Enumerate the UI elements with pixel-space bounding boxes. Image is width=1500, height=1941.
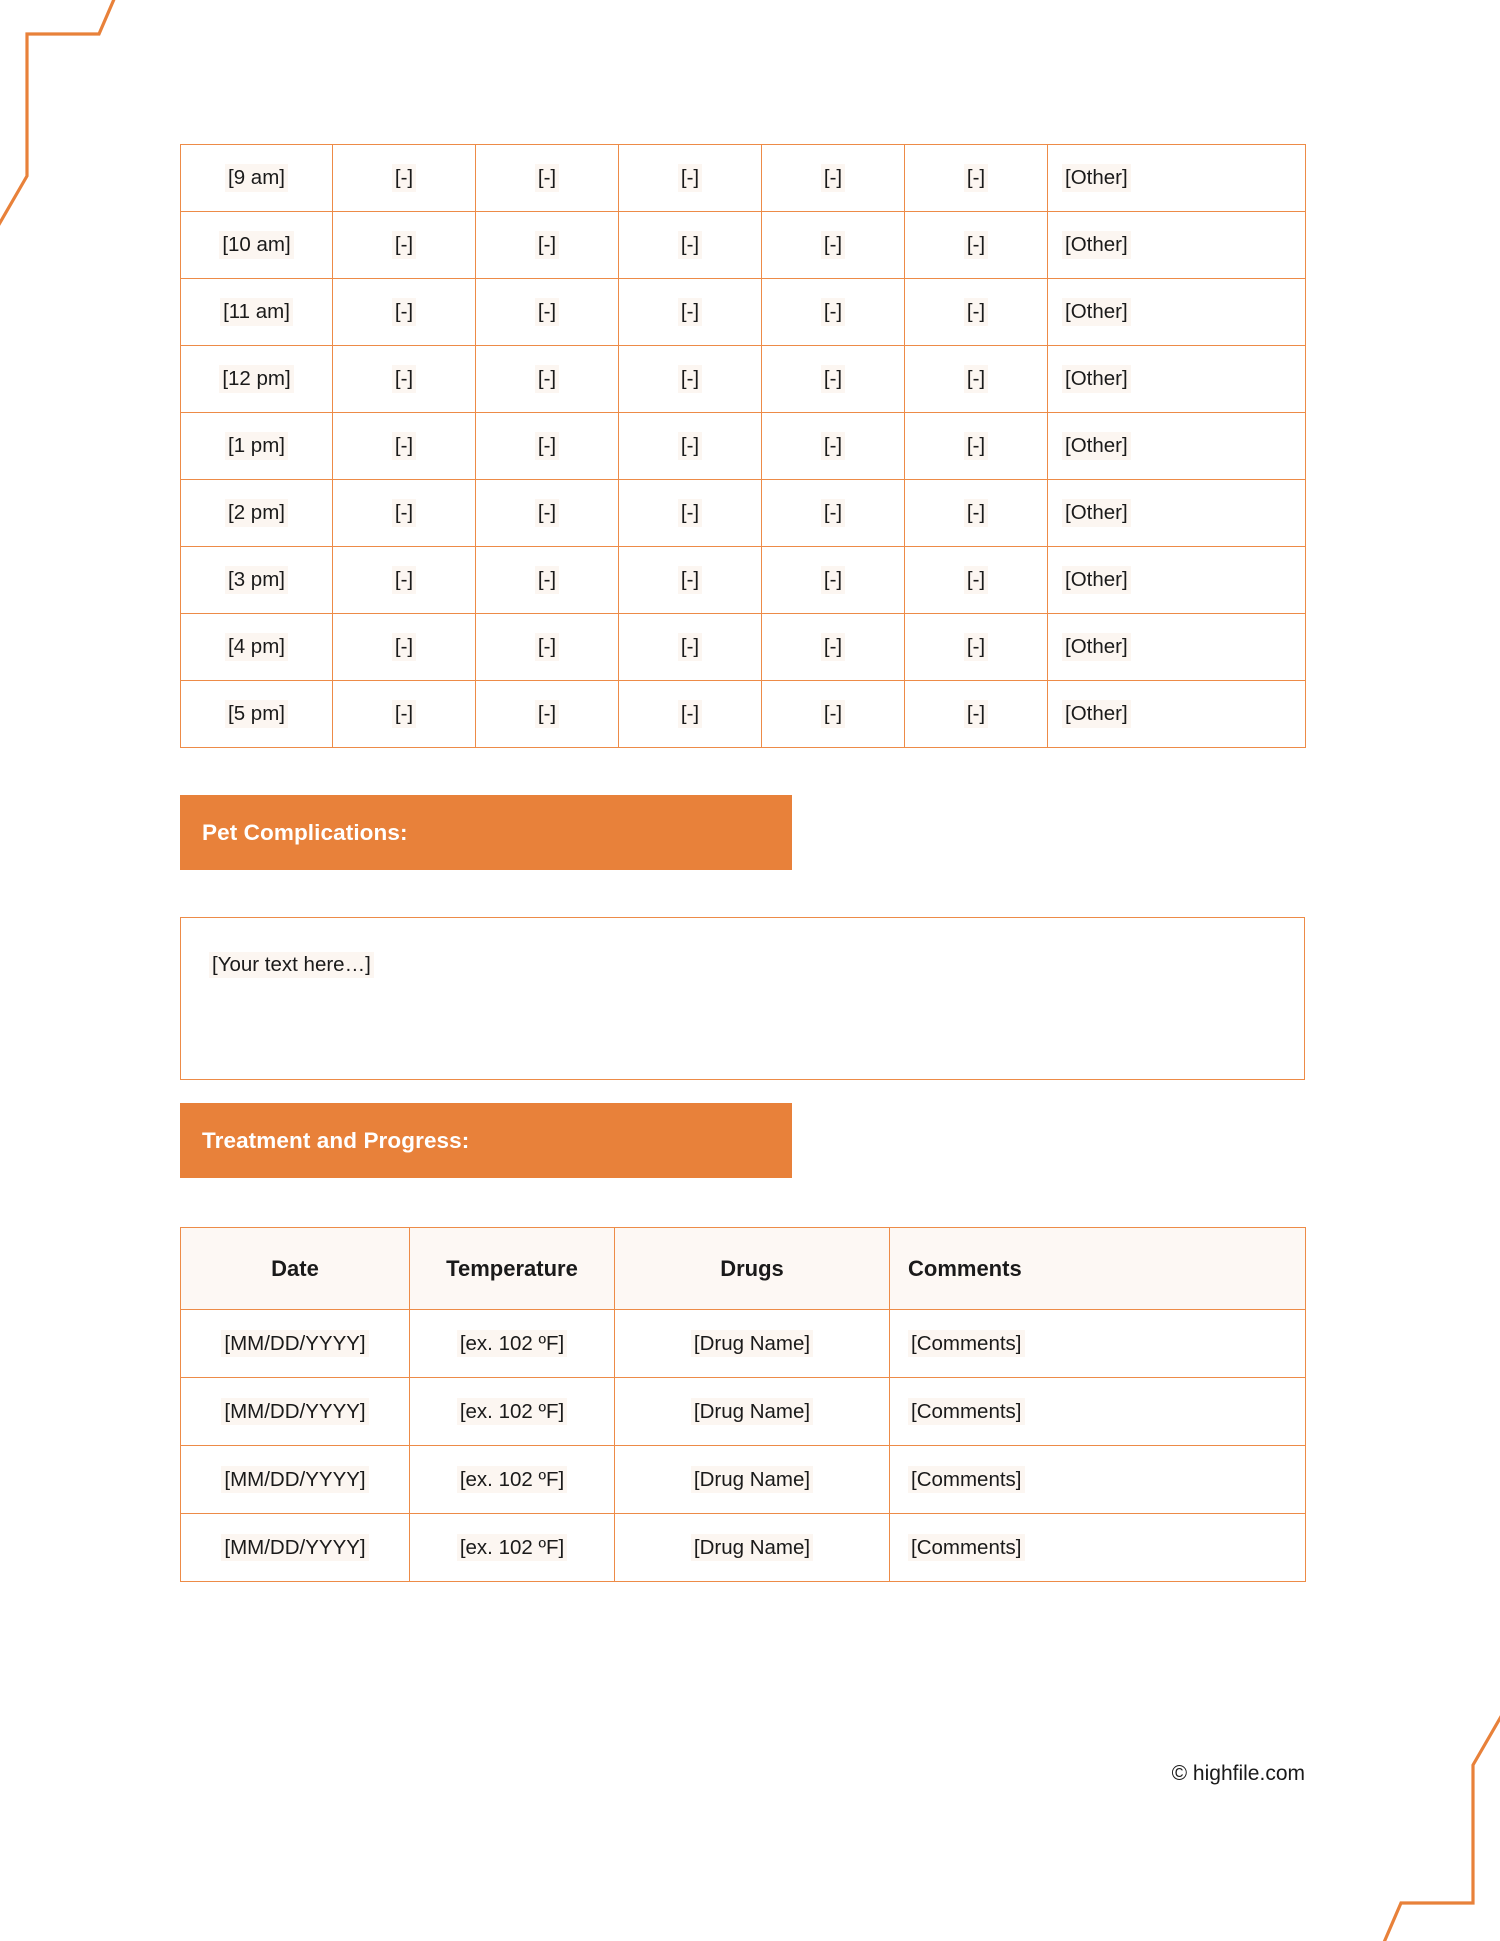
column-header-temperature: Temperature xyxy=(410,1228,615,1310)
schedule-value-label: [-] xyxy=(964,432,988,460)
schedule-value-cell[interactable] xyxy=(762,279,905,346)
schedule-other-label: [Other] xyxy=(1062,231,1131,259)
schedule-value-cell[interactable] xyxy=(905,145,1048,212)
schedule-value-label: [-] xyxy=(535,499,559,527)
schedule-value-label: [-] xyxy=(678,164,702,192)
schedule-time-cell[interactable] xyxy=(181,681,333,748)
schedule-value-label: [-] xyxy=(678,499,702,527)
page-content xyxy=(180,0,1320,1941)
schedule-value-cell[interactable] xyxy=(333,346,476,413)
schedule-value-cell[interactable] xyxy=(762,547,905,614)
treatment-comments-label: [Comments] xyxy=(908,1330,1025,1358)
schedule-time-cell[interactable] xyxy=(181,614,333,681)
schedule-value-cell[interactable] xyxy=(333,681,476,748)
table-row[interactable] xyxy=(181,1514,1306,1582)
schedule-value-label: [-] xyxy=(535,633,559,661)
schedule-time-label: [10 am] xyxy=(219,231,293,259)
schedule-time-label: [1 pm] xyxy=(225,432,288,460)
treatment-temperature-label: [ex. 102 ºF] xyxy=(457,1398,567,1426)
section-header-pet-complications xyxy=(180,795,792,870)
schedule-other-label: [Other] xyxy=(1062,700,1131,728)
schedule-value-label: [-] xyxy=(392,566,416,594)
treatment-comments-cell[interactable] xyxy=(890,1378,1306,1446)
schedule-time-cell[interactable] xyxy=(181,547,333,614)
schedule-value-cell[interactable] xyxy=(762,614,905,681)
table-row[interactable] xyxy=(181,279,1306,346)
schedule-value-cell[interactable] xyxy=(762,681,905,748)
schedule-time-label: [2 pm] xyxy=(225,499,288,527)
treatment-date-label: [MM/DD/YYYY] xyxy=(221,1534,368,1562)
schedule-value-cell[interactable] xyxy=(619,681,762,748)
schedule-time-cell[interactable] xyxy=(181,346,333,413)
schedule-value-label: [-] xyxy=(535,566,559,594)
treatment-drugs-label: [Drug Name] xyxy=(691,1466,813,1494)
schedule-value-cell[interactable] xyxy=(619,279,762,346)
treatment-date-cell[interactable] xyxy=(181,1378,410,1446)
treatment-temperature-cell[interactable] xyxy=(410,1514,615,1582)
schedule-value-label: [-] xyxy=(535,432,559,460)
schedule-value-label: [-] xyxy=(821,432,845,460)
schedule-value-label: [-] xyxy=(821,499,845,527)
schedule-value-label: [-] xyxy=(964,298,988,326)
schedule-other-label: [Other] xyxy=(1062,298,1131,326)
schedule-time-label: [12 pm] xyxy=(219,365,293,393)
schedule-value-label: [-] xyxy=(678,700,702,728)
schedule-value-label: [-] xyxy=(535,231,559,259)
schedule-time-label: [4 pm] xyxy=(225,633,288,661)
schedule-value-cell[interactable] xyxy=(619,346,762,413)
treatment-drugs-cell[interactable] xyxy=(615,1446,890,1514)
schedule-value-cell[interactable] xyxy=(476,681,619,748)
schedule-other-cell[interactable] xyxy=(1048,547,1306,614)
schedule-value-cell[interactable] xyxy=(905,480,1048,547)
treatment-temperature-label: [ex. 102 ºF] xyxy=(457,1466,567,1494)
pet-complications-textarea[interactable] xyxy=(180,917,1305,1080)
schedule-time-label: [3 pm] xyxy=(225,566,288,594)
corner-decoration-top-left xyxy=(0,0,160,250)
schedule-value-cell[interactable] xyxy=(476,212,619,279)
schedule-value-cell[interactable] xyxy=(619,413,762,480)
schedule-value-label: [-] xyxy=(678,365,702,393)
table-row[interactable] xyxy=(181,1378,1306,1446)
schedule-value-cell[interactable] xyxy=(333,413,476,480)
schedule-value-cell[interactable] xyxy=(905,279,1048,346)
treatment-temperature-label: [ex. 102 ºF] xyxy=(457,1330,567,1358)
schedule-value-cell[interactable] xyxy=(619,212,762,279)
table-row[interactable] xyxy=(181,1310,1306,1378)
schedule-value-label: [-] xyxy=(392,432,416,460)
schedule-time-label: [11 am] xyxy=(220,298,293,326)
schedule-value-label: [-] xyxy=(392,365,416,393)
schedule-value-label: [-] xyxy=(821,365,845,393)
schedule-value-label: [-] xyxy=(964,633,988,661)
schedule-other-label: [Other] xyxy=(1062,432,1131,460)
schedule-value-label: [-] xyxy=(392,633,416,661)
schedule-other-cell[interactable] xyxy=(1048,212,1306,279)
treatment-comments-cell[interactable] xyxy=(890,1310,1306,1378)
schedule-value-label: [-] xyxy=(964,365,988,393)
treatment-comments-label: [Comments] xyxy=(908,1398,1025,1426)
treatment-date-label: [MM/DD/YYYY] xyxy=(221,1466,368,1494)
schedule-value-label: [-] xyxy=(821,633,845,661)
treatment-comments-label: [Comments] xyxy=(908,1466,1025,1494)
section-header-treatment-and-progress xyxy=(180,1103,792,1178)
schedule-value-cell[interactable] xyxy=(476,614,619,681)
section-header-label: Pet Complications: xyxy=(202,819,408,845)
schedule-other-cell[interactable] xyxy=(1048,480,1306,547)
schedule-value-cell[interactable] xyxy=(762,480,905,547)
treatment-temperature-cell[interactable] xyxy=(410,1446,615,1514)
column-header-drugs: Drugs xyxy=(615,1228,890,1310)
schedule-value-label: [-] xyxy=(392,231,416,259)
schedule-value-cell[interactable] xyxy=(619,145,762,212)
schedule-value-label: [-] xyxy=(821,700,845,728)
schedule-value-label: [-] xyxy=(821,566,845,594)
treatment-drugs-label: [Drug Name] xyxy=(691,1398,813,1426)
schedule-time-cell[interactable] xyxy=(181,279,333,346)
schedule-value-label: [-] xyxy=(392,164,416,192)
column-header-comments: Comments xyxy=(890,1228,1306,1310)
treatment-drugs-cell[interactable] xyxy=(615,1514,890,1582)
treatment-date-cell[interactable] xyxy=(181,1310,410,1378)
schedule-value-cell[interactable] xyxy=(476,279,619,346)
table-row[interactable] xyxy=(181,547,1306,614)
schedule-other-cell[interactable] xyxy=(1048,681,1306,748)
pet-complications-placeholder: [Your text here…] xyxy=(209,952,374,978)
schedule-value-label: [-] xyxy=(392,298,416,326)
schedule-other-cell[interactable] xyxy=(1048,614,1306,681)
schedule-value-label: [-] xyxy=(678,231,702,259)
table-row[interactable] xyxy=(181,1446,1306,1514)
schedule-value-cell[interactable] xyxy=(905,346,1048,413)
schedule-value-label: [-] xyxy=(821,298,845,326)
schedule-value-label: [-] xyxy=(821,231,845,259)
schedule-time-cell[interactable] xyxy=(181,145,333,212)
schedule-value-label: [-] xyxy=(535,298,559,326)
schedule-time-cell[interactable] xyxy=(181,413,333,480)
treatment-drugs-cell[interactable] xyxy=(615,1378,890,1446)
treatment-comments-label: [Comments] xyxy=(908,1534,1025,1562)
schedule-value-cell[interactable] xyxy=(476,346,619,413)
column-header-date: Date xyxy=(181,1228,410,1310)
treatment-and-progress-table xyxy=(180,1227,1306,1582)
schedule-time-cell[interactable] xyxy=(181,480,333,547)
treatment-temperature-cell[interactable] xyxy=(410,1378,615,1446)
treatment-date-label: [MM/DD/YYYY] xyxy=(221,1330,368,1358)
schedule-time-label: [5 pm] xyxy=(225,700,288,728)
schedule-value-cell[interactable] xyxy=(762,346,905,413)
schedule-other-cell[interactable] xyxy=(1048,279,1306,346)
schedule-other-label: [Other] xyxy=(1062,633,1131,661)
schedule-value-cell[interactable] xyxy=(619,480,762,547)
schedule-value-cell[interactable] xyxy=(476,413,619,480)
schedule-value-cell[interactable] xyxy=(333,212,476,279)
schedule-value-cell[interactable] xyxy=(762,145,905,212)
treatment-comments-cell[interactable] xyxy=(890,1446,1306,1514)
schedule-value-cell[interactable] xyxy=(619,547,762,614)
treatment-date-label: [MM/DD/YYYY] xyxy=(221,1398,368,1426)
treatment-drugs-label: [Drug Name] xyxy=(691,1330,813,1358)
schedule-value-label: [-] xyxy=(964,231,988,259)
schedule-value-cell[interactable] xyxy=(619,614,762,681)
schedule-value-label: [-] xyxy=(392,700,416,728)
table-row[interactable] xyxy=(181,413,1306,480)
schedule-value-label: [-] xyxy=(964,164,988,192)
schedule-value-label: [-] xyxy=(535,700,559,728)
schedule-value-cell[interactable] xyxy=(333,547,476,614)
hourly-schedule-table xyxy=(180,144,1306,748)
treatment-drugs-cell[interactable] xyxy=(615,1310,890,1378)
schedule-value-cell[interactable] xyxy=(905,547,1048,614)
treatment-drugs-label: [Drug Name] xyxy=(691,1534,813,1562)
schedule-value-cell[interactable] xyxy=(905,681,1048,748)
schedule-value-label: [-] xyxy=(964,499,988,527)
table-row[interactable] xyxy=(181,614,1306,681)
treatment-temperature-label: [ex. 102 ºF] xyxy=(457,1534,567,1562)
schedule-value-cell[interactable] xyxy=(762,413,905,480)
schedule-value-cell[interactable] xyxy=(333,279,476,346)
schedule-value-cell[interactable] xyxy=(476,547,619,614)
schedule-value-label: [-] xyxy=(392,499,416,527)
treatment-date-cell[interactable] xyxy=(181,1514,410,1582)
schedule-value-label: [-] xyxy=(535,164,559,192)
schedule-value-label: [-] xyxy=(678,566,702,594)
schedule-value-cell[interactable] xyxy=(476,480,619,547)
schedule-value-label: [-] xyxy=(964,566,988,594)
schedule-time-cell[interactable] xyxy=(181,212,333,279)
schedule-other-label: [Other] xyxy=(1062,566,1131,594)
schedule-other-label: [Other] xyxy=(1062,365,1131,393)
table-header-row xyxy=(181,1228,1306,1310)
schedule-time-label: [9 am] xyxy=(225,164,288,192)
schedule-other-label: [Other] xyxy=(1062,164,1131,192)
footer-copyright: © highfile.com xyxy=(1171,1762,1305,1785)
table-row[interactable] xyxy=(181,346,1306,413)
treatment-date-cell[interactable] xyxy=(181,1446,410,1514)
schedule-value-label: [-] xyxy=(678,432,702,460)
schedule-value-label: [-] xyxy=(678,633,702,661)
schedule-value-label: [-] xyxy=(964,700,988,728)
schedule-other-cell[interactable] xyxy=(1048,145,1306,212)
schedule-value-cell[interactable] xyxy=(333,614,476,681)
schedule-value-cell[interactable] xyxy=(333,145,476,212)
table-row[interactable] xyxy=(181,145,1306,212)
schedule-value-cell[interactable] xyxy=(476,145,619,212)
schedule-value-cell[interactable] xyxy=(333,480,476,547)
schedule-value-label: [-] xyxy=(535,365,559,393)
section-header-label: Treatment and Progress: xyxy=(202,1127,470,1153)
table-row[interactable] xyxy=(181,212,1306,279)
schedule-other-cell[interactable] xyxy=(1048,346,1306,413)
schedule-value-cell[interactable] xyxy=(762,212,905,279)
table-row[interactable] xyxy=(181,480,1306,547)
schedule-other-label: [Other] xyxy=(1062,499,1131,527)
schedule-value-cell[interactable] xyxy=(905,212,1048,279)
treatment-temperature-cell[interactable] xyxy=(410,1310,615,1378)
schedule-value-label: [-] xyxy=(821,164,845,192)
table-row[interactable] xyxy=(181,681,1306,748)
corner-decoration-bottom-right xyxy=(1340,1691,1500,1941)
schedule-value-cell[interactable] xyxy=(905,413,1048,480)
schedule-value-label: [-] xyxy=(678,298,702,326)
schedule-other-cell[interactable] xyxy=(1048,413,1306,480)
schedule-value-cell[interactable] xyxy=(905,614,1048,681)
treatment-comments-cell[interactable] xyxy=(890,1514,1306,1582)
